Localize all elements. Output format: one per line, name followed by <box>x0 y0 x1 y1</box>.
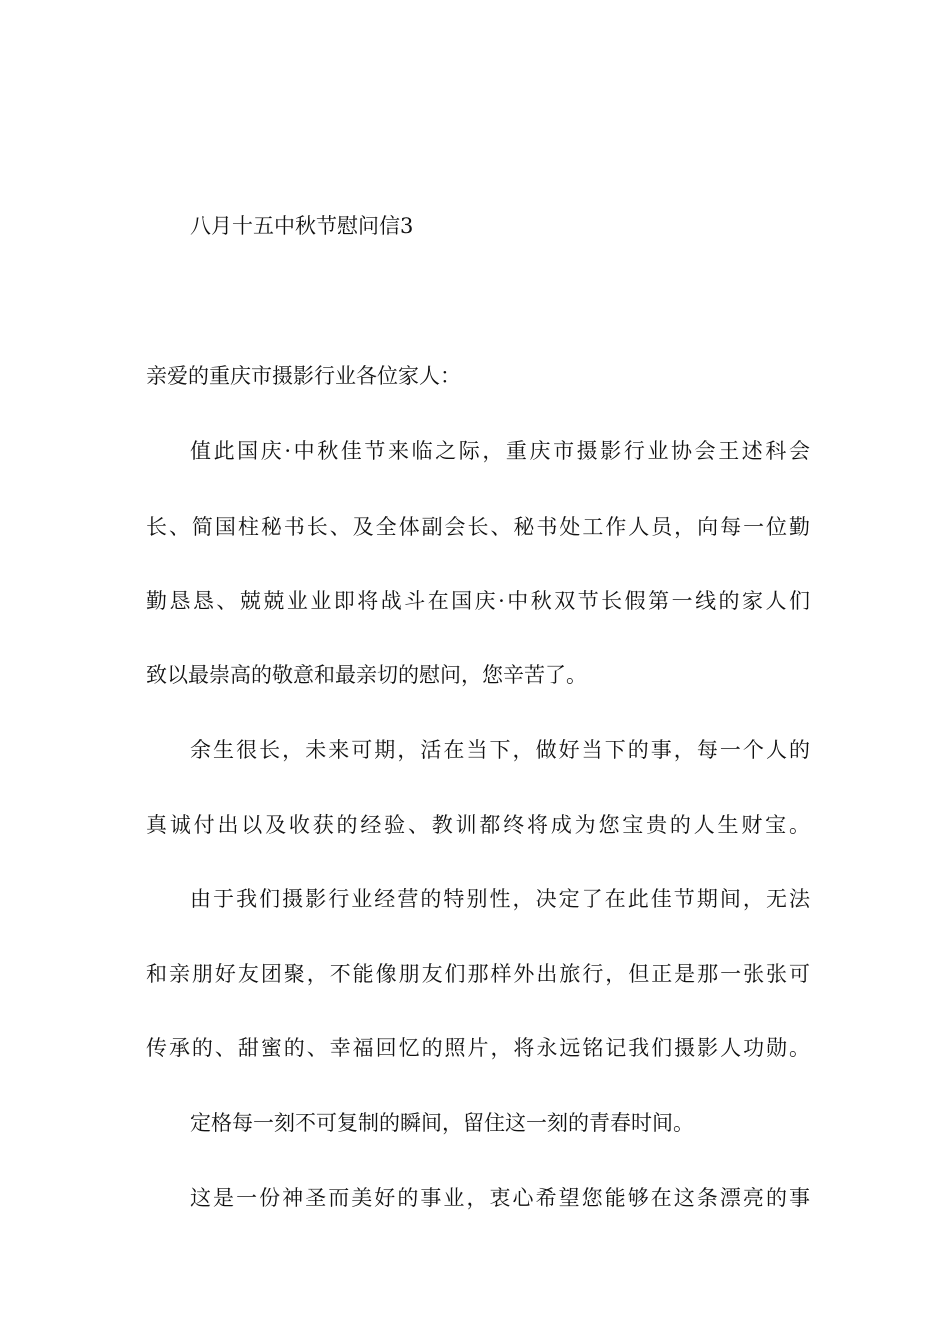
salutation: 亲爱的重庆市摄影行业各位家人： <box>146 364 461 388</box>
paragraph-line: 由于我们摄影行业经营的特别性，决定了在此佳节期间，无法 <box>190 887 810 911</box>
letter-title: 八月十五中秋节慰问信3 <box>190 214 414 238</box>
paragraph-line: 致以最崇高的敬意和最亲切的慰问，您辛苦了。 <box>146 663 587 687</box>
paragraph-line: 定格每一刻不可复制的瞬间，留住这一刻的青春时间。 <box>190 1111 694 1135</box>
paragraph-line: 传承的、甜蜜的、幸福回忆的照片，将永远铭记我们摄影人功勋。 <box>146 1036 810 1060</box>
paragraph-line: 余生很长，未来可期，活在当下，做好当下的事，每一个人的 <box>190 738 810 762</box>
paragraph-line: 和亲朋好友团聚，不能像朋友们那样外出旅行，但正是那一张张可 <box>146 962 810 986</box>
paragraph-line: 真诚付出以及收获的经验、教训都终将成为您宝贵的人生财宝。 <box>146 813 810 837</box>
paragraph-line: 长、简国柱秘书长、及全体副会长、秘书处工作人员，向每一位勤 <box>146 515 810 539</box>
paragraph-line: 勤恳恳、兢兢业业即将战斗在国庆·中秋双节长假第一线的家人们 <box>146 589 810 613</box>
paragraph-line: 值此国庆·中秋佳节来临之际，重庆市摄影行业协会王述科会 <box>190 439 810 463</box>
paragraph-line: 这是一份神圣而美好的事业，衷心希望您能够在这条漂亮的事 <box>190 1186 810 1210</box>
